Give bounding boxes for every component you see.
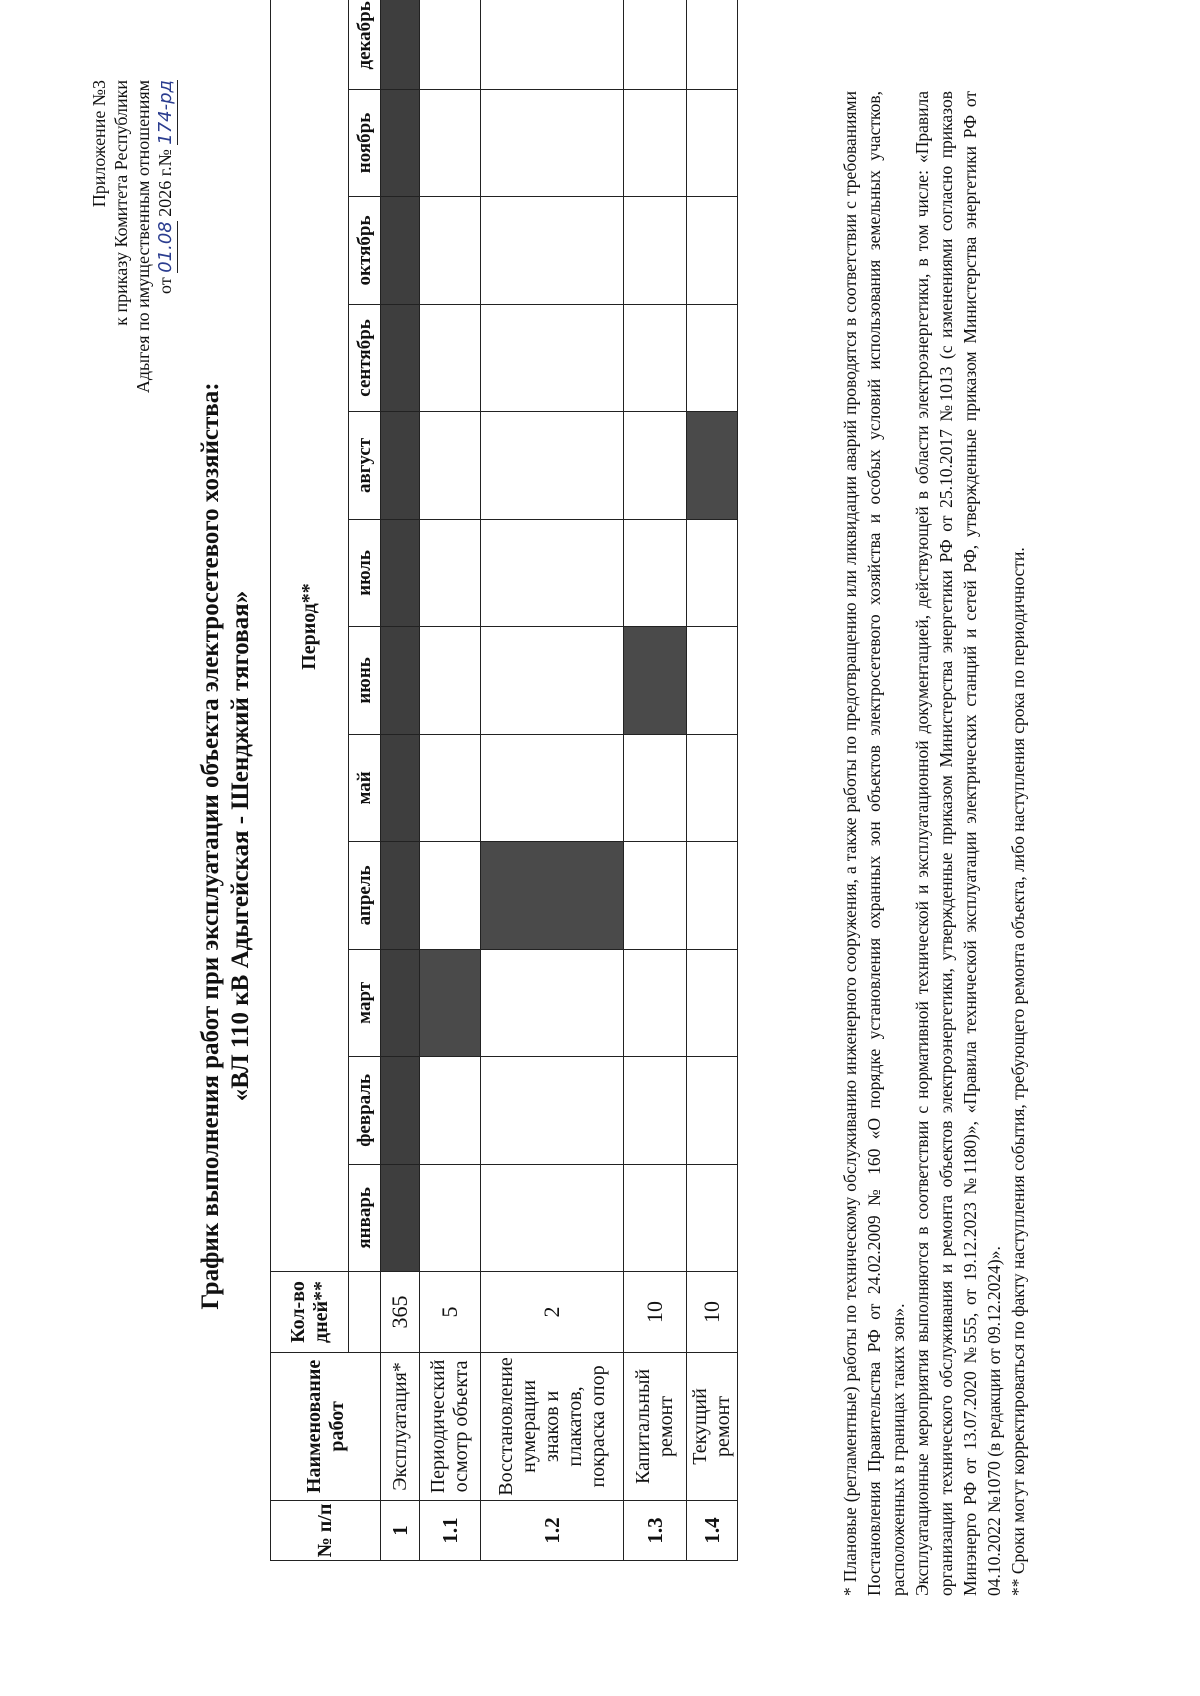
row-number: 1.4 — [687, 1500, 738, 1560]
schedule-body — [381, 0, 738, 1561]
empty-month-cell — [420, 627, 481, 734]
scheduled-month-cell — [381, 0, 420, 89]
empty-month-cell — [481, 949, 624, 1056]
scheduled-month-cell — [381, 1057, 420, 1164]
month-header: сентябрь — [349, 304, 381, 411]
scheduled-month-cell — [381, 842, 420, 949]
work-name: Восстановление нумерации знаков и плакатов, покраска опор — [481, 1352, 624, 1500]
empty-month-cell — [624, 519, 687, 626]
table-row — [624, 0, 687, 1561]
scheduled-month-cell — [381, 949, 420, 1056]
committee-name: Адыгея по имущественным отношениям — [133, 80, 153, 394]
footnote-1-continued: Эксплуатационные мероприятия выполняются в соответствии с нормативной технической и эксплуатационной документацией, действующей в области электроэнергетики, в том числе: «Правила организации технического обслуживания и ремонта объектов электроэнергетики, утвержденные приказом Министерства энергетики РФ от 25.10.2017 №1013 (с изменениями согласно приказов Минэнерго РФ от 13.07.2020 №555, от 19.12.2023 №1180)», «Правила технической эксплуатации электрических станций и сетей РФ, утвержденные приказом Министерства энергетики РФ от 04.10.2022 №1070 (в редакции от 09.12.2024)». — [912, 91, 1004, 1596]
empty-month-cell — [687, 1164, 738, 1271]
month-header: апрель — [349, 842, 381, 949]
empty-month-cell — [687, 197, 738, 304]
empty-month-cell — [624, 842, 687, 949]
footnote-2: ** Сроки могут корректироваться по факту наступления события, требующего ремонта объекта, либо наступления срока по периодичности. — [1008, 547, 1028, 1596]
empty-month-cell — [624, 304, 687, 411]
days-count: 365 — [381, 1272, 420, 1353]
title-line-1: График выполнения работ при эксплуатации объекта электросетевого хозяйства: — [197, 382, 224, 1310]
days-count: 2 — [481, 1272, 624, 1353]
empty-month-cell — [481, 519, 624, 626]
days-count: 5 — [420, 1272, 481, 1353]
scheduled-month-cell — [381, 627, 420, 734]
appendix-number: Приложение №3 — [89, 80, 109, 208]
table-row — [381, 0, 420, 1561]
header-period: Период** — [271, 0, 349, 1272]
row-number: 1 — [381, 1500, 420, 1560]
empty-month-cell — [420, 1164, 481, 1271]
days-count: 10 — [624, 1272, 687, 1353]
empty-month-cell — [624, 89, 687, 196]
month-header: май — [349, 734, 381, 841]
empty-month-cell — [624, 1057, 687, 1164]
empty-month-cell — [624, 0, 687, 89]
empty-month-cell — [420, 304, 481, 411]
empty-month-cell — [481, 197, 624, 304]
scheduled-month-cell — [381, 1164, 420, 1271]
empty-month-cell — [687, 304, 738, 411]
empty-month-cell — [687, 949, 738, 1056]
work-schedule-table — [270, 0, 738, 1561]
header-num: № п/п — [271, 1500, 381, 1560]
empty-month-cell — [481, 627, 624, 734]
empty-month-cell — [624, 1164, 687, 1271]
empty-month-cell — [687, 89, 738, 196]
month-header: декабрь — [349, 0, 381, 89]
empty-month-cell — [687, 627, 738, 734]
scheduled-month-cell — [381, 734, 420, 841]
month-header: март — [349, 949, 381, 1056]
work-name: Периодический осмотр объекта — [420, 1352, 481, 1500]
table-row — [420, 0, 481, 1561]
order-date-line — [154, 80, 178, 500]
row-number: 1.1 — [420, 1500, 481, 1560]
month-header: октябрь — [349, 197, 381, 304]
empty-month-cell — [687, 734, 738, 841]
table-row — [481, 0, 624, 1561]
empty-month-cell — [687, 842, 738, 949]
empty-month-cell — [624, 949, 687, 1056]
empty-month-cell — [420, 412, 481, 519]
footnote-1: * Плановые (регламентные) работы по техническому обслуживанию инженерного сооружения, а также работы по предотвращению или ликвидации аварий проводятся в соответствии с требованиями Постановления Правительства РФ от 24.02.2009 № 160 «О порядке установления охранных зон объектов электросетевого хозяйства и особых условий использования земельных участков, расположенных в границах таких зон». — [840, 91, 908, 1596]
row-number: 1.3 — [624, 1500, 687, 1560]
work-name: Капитальный ремонт — [624, 1352, 687, 1500]
approval-stamp-block — [88, 80, 178, 500]
empty-month-cell — [420, 734, 481, 841]
empty-month-cell — [624, 412, 687, 519]
row-number: 1.2 — [481, 1500, 624, 1560]
date-prefix: от — [155, 277, 175, 294]
document-title — [196, 96, 256, 1596]
month-header: июнь — [349, 627, 381, 734]
month-header-row — [349, 0, 381, 1561]
scheduled-month-cell — [481, 842, 624, 949]
header-name: Наименование работ — [271, 1352, 381, 1500]
empty-month-cell — [624, 197, 687, 304]
scheduled-month-cell — [687, 412, 738, 519]
empty-month-cell — [687, 519, 738, 626]
empty-month-cell — [420, 842, 481, 949]
scheduled-month-cell — [381, 89, 420, 196]
month-header: январь — [349, 1164, 381, 1271]
empty-month-cell — [481, 734, 624, 841]
month-header: июль — [349, 519, 381, 626]
title-line-2: «ВЛ 110 кВ Адыгейская - Шенджий тяговая» — [227, 590, 254, 1102]
days-count: 10 — [687, 1272, 738, 1353]
empty-month-cell — [481, 89, 624, 196]
month-header: ноябрь — [349, 89, 381, 196]
empty-month-cell — [481, 412, 624, 519]
empty-month-cell — [420, 89, 481, 196]
empty-month-cell — [624, 734, 687, 841]
work-name: Текущий ремонт — [687, 1352, 738, 1500]
empty-month-cell — [687, 0, 738, 89]
table-row — [687, 0, 738, 1561]
scheduled-month-cell — [381, 412, 420, 519]
work-name: Эксплуатация* — [381, 1352, 420, 1500]
empty-month-cell — [420, 519, 481, 626]
order-reference: к приказу Комитета Республики — [111, 80, 131, 326]
empty-month-cell — [420, 197, 481, 304]
year-and-number-label: 2026 г.№ — [155, 149, 175, 217]
empty-month-cell — [481, 304, 624, 411]
scheduled-month-cell — [420, 949, 481, 1056]
empty-month-cell — [420, 1057, 481, 1164]
empty-month-cell — [481, 1057, 624, 1164]
empty-month-cell — [481, 1164, 624, 1271]
handwritten-date: 01.08 — [155, 221, 176, 273]
scheduled-month-cell — [624, 627, 687, 734]
header-days-empty — [349, 1272, 381, 1353]
empty-month-cell — [481, 0, 624, 89]
empty-month-cell — [687, 1057, 738, 1164]
empty-month-cell — [420, 0, 481, 89]
scheduled-month-cell — [381, 304, 420, 411]
footnotes — [838, 91, 1030, 1596]
month-header: февраль — [349, 1057, 381, 1164]
scheduled-month-cell — [381, 519, 420, 626]
header-days: Кол-во дней** — [271, 1272, 349, 1353]
scheduled-month-cell — [381, 197, 420, 304]
handwritten-order-number: 174-рд — [155, 80, 176, 145]
month-header: август — [349, 412, 381, 519]
